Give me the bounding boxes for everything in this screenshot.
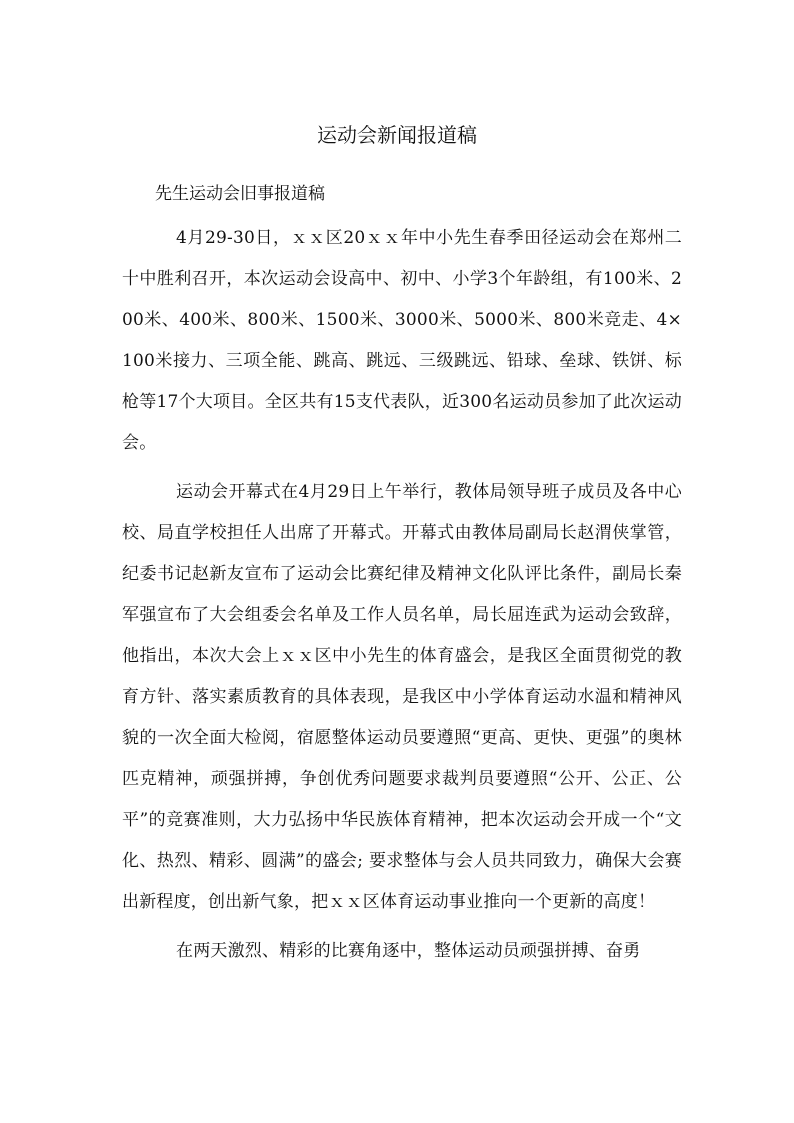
document-body	[122, 218, 682, 980]
document-subtitle: 先生运动会旧事报道稿	[155, 184, 325, 204]
document-title: 运动会新闻报道稿	[317, 123, 477, 147]
paragraph-2: 运动会开幕式在4月29日上午举行，教体局领导班子成员及各中心校、局直学校担任人出席了开幕式。开幕式由教体局副局长赵渭侠掌管，纪委书记赵新友宣布了运动会比赛纪律及精神文化队评比条件，副局长秦军强宣布了大会组委会名单及工作人员名单，局长屈连武为运动会致辞，他指出，本次大会上ｘｘ区中小先生的体育盛会，是我区全面贯彻党的教育方针、落实素质教育的具体表现，是我区中小学体育运动水温和精神风貌的一次全面大检阅，宿愿整体运动员要遵照“更高、更快、更强”的奥林匹克精神，顽强拼搏，争创优秀问题要求裁判员要遵照“公开、公正、公平”的竞赛准则，大力弘扬中华民族体育精神，把本次运动会开成一个“文化、热烈、精彩、圆满”的盛会; 要求整体与会人员共同致力，确保大会赛出新程度，创出新气象，把ｘｘ区体育运动事业推向一个更新的高度！	[122, 482, 682, 912]
paragraph-1: 4月29-30日，ｘｘ区20ｘｘ年中小先生春季田径运动会在郑州二十中胜利召开，本次运动会设高中、初中、小学3个年龄组，有100米、200米、400米、800米、1500米、3000米、5000米、800米竞走、4×100米接力、三项全能、跳高、跳远、三级跳远、铅球、垒球、铁饼、标枪等17个大项目。全区共有15支代表队，近300名运动员参加了此次运动会。	[122, 228, 682, 453]
paragraph-3: 在两天激烈、精彩的比赛角逐中，整体运动员顽强拼搏、奋勇	[176, 941, 641, 961]
